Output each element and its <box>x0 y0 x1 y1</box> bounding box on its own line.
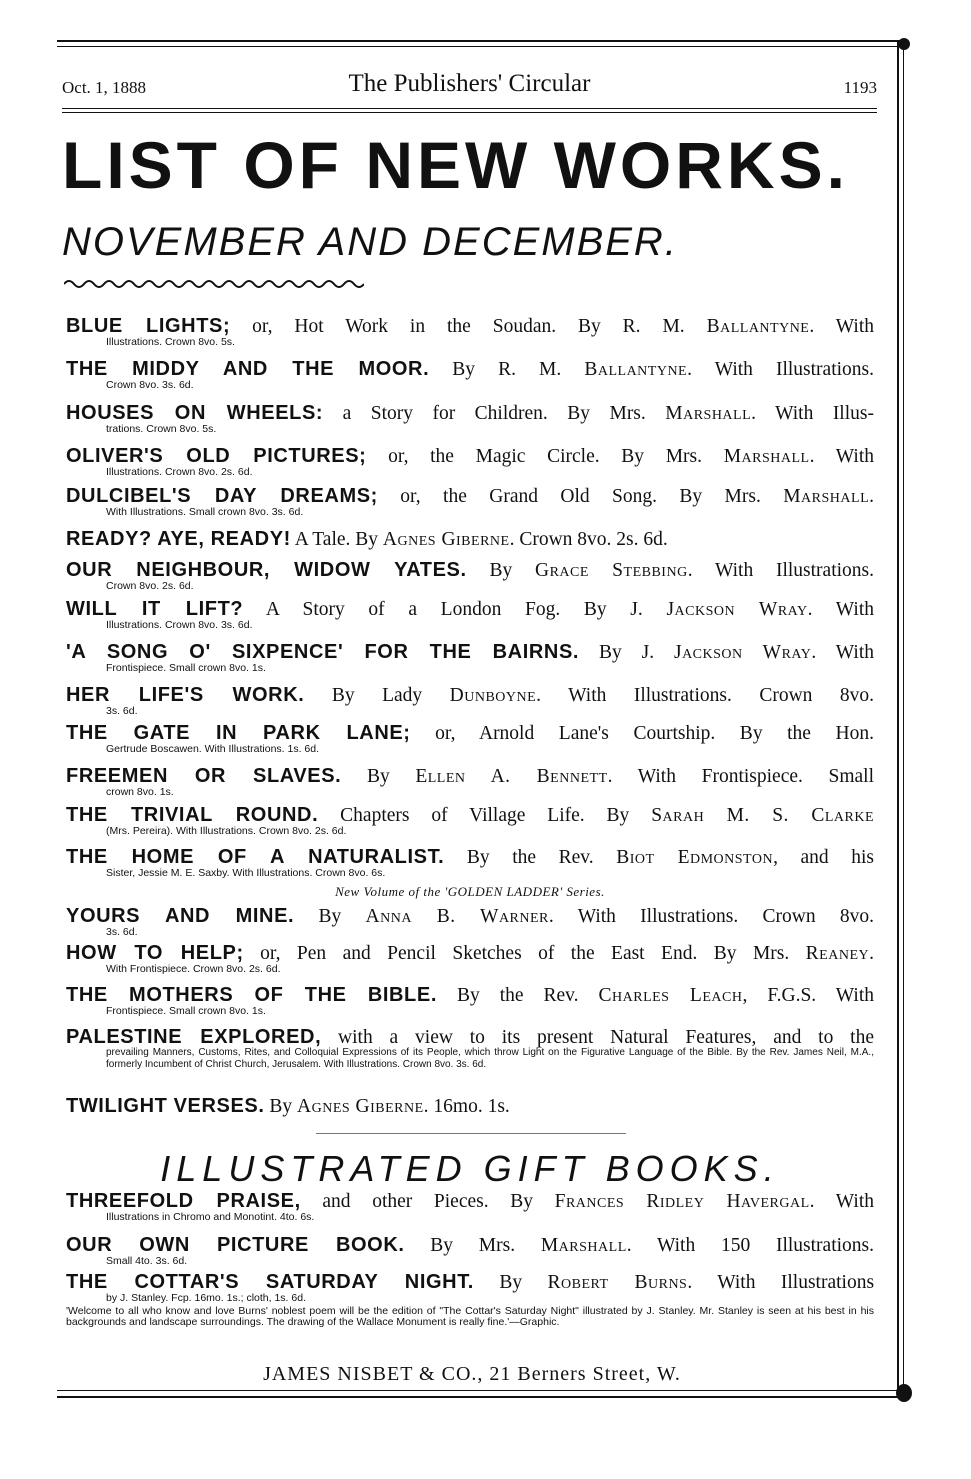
book-detail: Small 4to. 3s. 6d. <box>106 1255 188 1267</box>
book-detail: Crown 8vo. 2s. 6d. <box>106 580 194 592</box>
page-title: LIST OF NEW WORKS. <box>62 128 849 202</box>
list-item <box>66 983 874 1017</box>
entry-text-tail: . With Frontispiece. Small <box>607 766 874 787</box>
list-item <box>66 1094 874 1119</box>
book-title: THE GATE IN PARK LANE; <box>66 722 411 744</box>
entry-text-tail: . Crown 8vo. 2s. 6d. <box>509 529 668 550</box>
entry-text-tail: . With Illustrations. <box>687 560 874 581</box>
journal-title: The Publishers' Circular <box>348 70 591 97</box>
entry-text-tail: . With <box>809 316 874 337</box>
book-title: THE MOTHERS OF THE BIBLE. <box>66 984 437 1006</box>
entry-text-tail: . With Illustrations. Crown 8vo. <box>536 685 874 706</box>
entry-text: or, the Grand Old Song. By Mrs. <box>377 486 784 507</box>
top-border-rule-inner <box>57 46 905 47</box>
book-detail: Frontispiece. Small crown 8vo. 1s. <box>106 662 266 674</box>
list-item <box>66 401 874 435</box>
author-name: Grace Stebbing <box>534 560 688 581</box>
book-detail: With Illustrations. Small crown 8vo. 3s. 6d. <box>106 506 304 518</box>
book-title: THE HOME OF A NATURALIST. <box>66 846 445 868</box>
list-item <box>66 803 874 837</box>
publisher-imprint: JAMES NISBET & CO., 21 Berners Street, W. <box>263 1363 681 1385</box>
author-name: Sarah M. S. Clarke <box>651 805 874 826</box>
list-item <box>66 1189 874 1223</box>
issue-date: Oct. 1, 1888 <box>62 78 147 97</box>
author-name: Ellen A. Bennett <box>415 766 608 787</box>
entry-text-tail: . <box>869 943 874 964</box>
right-border-rule <box>897 40 899 1398</box>
gift-books-heading: ILLUSTRATED GIFT BOOKS. <box>160 1148 780 1189</box>
entry-text: By Mrs. <box>404 1235 541 1256</box>
page-subtitle: NOVEMBER AND DECEMBER. <box>62 220 678 264</box>
book-title: BLUE LIGHTS; <box>66 315 231 337</box>
book-detail: Gertrude Boscawen. With Illustrations. 1s. 6d. <box>106 743 320 755</box>
book-detail: Sister, Jessie M. E. Saxby. With Illustrations. Crown 8vo. 6s. <box>106 867 386 879</box>
list-item <box>66 1270 874 1304</box>
entry-text-tail: , and his <box>773 847 874 868</box>
entry-text: By the Rev. <box>436 985 599 1006</box>
author-name: Marshall <box>723 446 810 467</box>
author-name: Marshall <box>783 486 870 507</box>
list-item <box>66 640 874 674</box>
author-name: Marshall <box>665 403 752 424</box>
book-detail: Illustrations. Crown 8vo. 5s. <box>106 336 235 348</box>
list-item <box>66 444 874 478</box>
book-detail: trations. Crown 8vo. 5s. <box>106 423 217 435</box>
author-name: Ballantyne <box>706 316 810 337</box>
entry-text-tail: . With <box>809 446 874 467</box>
book-title: OUR NEIGHBOUR, WIDOW YATES. <box>66 559 467 581</box>
author-name: Dunboyne <box>449 685 537 706</box>
book-title: WILL IT LIFT? <box>66 598 244 620</box>
book-title: HOUSES ON WHEELS: <box>66 402 324 424</box>
book-detail: 3s. 6d. <box>106 705 138 717</box>
book-title: FREEMEN OR SLAVES. <box>66 765 342 787</box>
list-item <box>66 1025 874 1071</box>
author-name: Marshall <box>540 1235 627 1256</box>
book-title: PALESTINE EXPLORED, <box>66 1026 322 1048</box>
book-title: THE MIDDY AND THE MOOR. <box>66 358 430 380</box>
entry-text: or, Pen and Pencil Sketches of the East End. By Mrs. <box>243 943 806 964</box>
author-name: Anna B. Warner <box>365 906 549 927</box>
book-title: THREEFOLD PRAISE, <box>66 1190 301 1212</box>
bottom-border-rule <box>57 1390 905 1391</box>
entry-text: By Lady <box>304 685 450 706</box>
entry-text: By <box>264 1096 298 1117</box>
running-header <box>62 70 877 106</box>
page-number: 1193 <box>843 78 877 97</box>
list-item <box>66 683 874 717</box>
book-title: DULCIBEL'S DAY DREAMS; <box>66 485 378 507</box>
entry-text-tail: . With Illustrations. Crown 8vo. <box>548 906 874 927</box>
entry-text: Chapters of Village Life. By <box>318 805 652 826</box>
list-item <box>66 941 874 975</box>
entry-text-tail: , F.G.S. With <box>742 985 874 1006</box>
entry-text: By <box>294 906 366 927</box>
book-detail: prevailing Manners, Customs, Rites, and Colloquial Expressions of its People, which throw Light on the Figurative Language of the Bible. By the Rev. James Neil, M.A., formerly Incumbent of Christ Church, Jerusalem. With Illustrations. Crown 8vo. 3s. 6d. <box>106 1047 874 1070</box>
list-item <box>66 527 874 552</box>
list-item <box>66 314 874 348</box>
book-detail: Illustrations. Crown 8vo. 2s. 6d. <box>106 466 253 478</box>
book-detail: (Mrs. Pereira). With Illustrations. Crown 8vo. 2s. 6d. <box>106 825 347 837</box>
entry-text-tail: . With Illustrations. <box>687 359 874 380</box>
entry-text-tail: . <box>869 486 874 507</box>
author-name: Agnes Giberne <box>297 1096 424 1117</box>
author-name: Ballantyne <box>584 359 688 380</box>
book-detail: crown 8vo. 1s. <box>106 786 174 798</box>
entry-text: or, Arnold Lane's Courtship. By the Hon. <box>410 723 874 744</box>
entry-text: or, the Magic Circle. By Mrs. <box>366 446 724 467</box>
entry-text-tail: . With <box>811 642 874 663</box>
entry-text: By J. <box>579 642 674 663</box>
decorative-wavy-rule <box>64 278 364 290</box>
entry-text-tail: . With <box>809 1191 874 1212</box>
book-detail: by J. Stanley. Fcp. 16mo. 1s.; cloth, 1s. 6d. <box>106 1292 306 1304</box>
entry-text-tail: . With 150 Illustrations. <box>626 1235 874 1256</box>
book-detail: Illustrations in Chromo and Monotint. 4to. 6s. <box>106 1211 315 1223</box>
ink-blot-bottom <box>896 1384 912 1402</box>
entry-text-tail: . 16mo. 1s. <box>423 1096 510 1117</box>
list-item <box>66 845 874 879</box>
author-name: Charles Leach <box>598 985 743 1006</box>
book-title: THE COTTAR'S SATURDAY NIGHT. <box>66 1271 474 1293</box>
entry-text: By <box>341 766 416 787</box>
entry-text: A Tale. By <box>290 529 383 550</box>
list-item <box>66 558 874 592</box>
author-name: Jackson Wray <box>666 599 808 620</box>
book-title: OUR OWN PICTURE BOOK. <box>66 1234 405 1256</box>
entry-text-tail: . With Illustrations <box>687 1272 874 1293</box>
book-title: READY? AYE, READY! <box>66 528 291 550</box>
right-border-rule-inner <box>903 40 904 1398</box>
entry-text: with a view to its present Natural Features, and to the <box>321 1027 874 1048</box>
header-rule <box>62 108 877 109</box>
book-detail: Crown 8vo. 3s. 6d. <box>106 379 194 391</box>
entry-text: By <box>466 560 535 581</box>
book-detail: 3s. 6d. <box>106 926 138 938</box>
author-name: Jackson Wray <box>673 642 812 663</box>
list-item <box>66 764 874 798</box>
entry-text: By the Rev. <box>444 847 617 868</box>
book-title: OLIVER'S OLD PICTURES; <box>66 445 367 467</box>
ink-blot-top <box>898 38 910 50</box>
series-note: New Volume of the 'GOLDEN LADDER' Series. <box>335 884 605 899</box>
list-item <box>66 904 874 938</box>
book-detail: Illustrations. Crown 8vo. 3s. 6d. <box>106 619 253 631</box>
entry-text: By R. M. <box>429 359 585 380</box>
header-rule-2 <box>62 112 877 113</box>
entry-text: By <box>473 1272 548 1293</box>
review-quote: 'Welcome to all who know and love Burns' noblest poem will be the edition of "The Cottar's Saturday Night" illustrated by J. Stanley. Mr. Stanley is seen at his best in his backgrounds and landscape surroundings. The drawing of the Wallace Monument is really fine.'—Graphic. <box>66 1305 874 1328</box>
list-item <box>66 357 874 391</box>
list-item <box>66 484 874 518</box>
book-detail: With Frontispiece. Crown 8vo. 2s. 6d. <box>106 963 281 975</box>
entry-text-tail: . With <box>807 599 874 620</box>
author-name: Robert Burns <box>547 1272 688 1293</box>
book-detail: Frontispiece. Small crown 8vo. 1s. <box>106 1005 266 1017</box>
author-name: Reaney <box>805 943 870 964</box>
entry-text: and other Pieces. By <box>300 1191 555 1212</box>
bottom-border-rule-inner <box>57 1396 905 1398</box>
list-item <box>66 721 874 755</box>
author-name: Agnes Giberne <box>382 529 510 550</box>
top-border-rule <box>57 40 905 42</box>
book-title: TWILIGHT VERSES. <box>66 1095 265 1117</box>
book-title: HER LIFE'S WORK. <box>66 684 305 706</box>
section-divider <box>316 1133 626 1134</box>
author-name: Biot Edmonston <box>616 847 774 868</box>
book-title: HOW TO HELP; <box>66 942 244 964</box>
author-name: Frances Ridley Havergal <box>554 1191 810 1212</box>
list-item <box>66 597 874 631</box>
entry-text: or, Hot Work in the Soudan. By R. M. <box>230 316 707 337</box>
book-title: 'A SONG O' SIXPENCE' FOR THE BAIRNS. <box>66 641 580 663</box>
entry-text: A Story of a London Fog. By J. <box>243 599 667 620</box>
entry-text-tail: . With Illus- <box>751 403 874 424</box>
list-item <box>66 1233 874 1267</box>
book-title: THE TRIVIAL ROUND. <box>66 804 319 826</box>
entry-text: a Story for Children. By Mrs. <box>323 403 666 424</box>
book-title: YOURS AND MINE. <box>66 905 295 927</box>
